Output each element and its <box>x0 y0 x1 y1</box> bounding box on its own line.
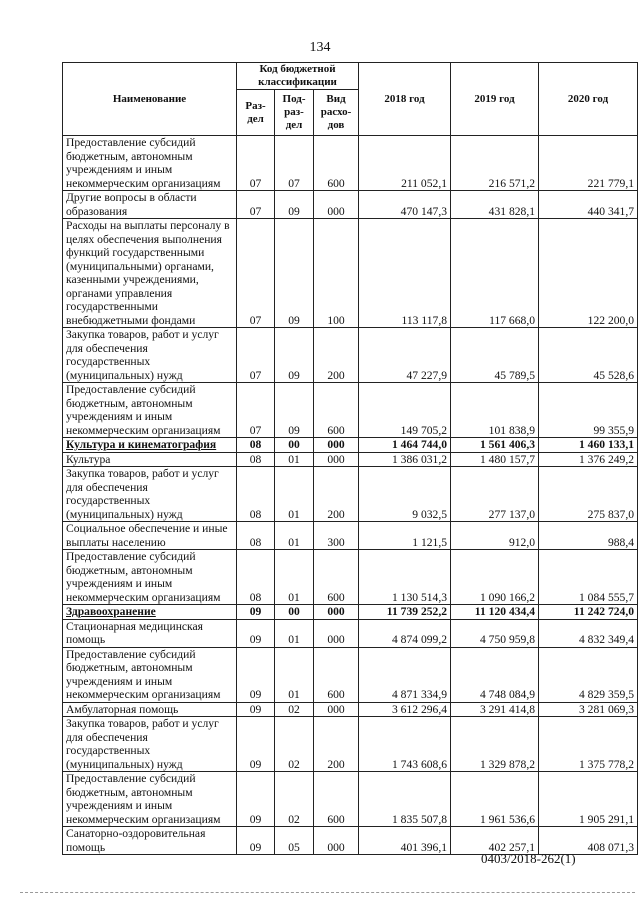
row-section: 09 <box>237 605 275 620</box>
table-row <box>63 467 638 522</box>
row-value-2018: 1 743 608,6 <box>359 717 451 772</box>
row-value-2018: 113 117,8 <box>359 219 451 328</box>
row-value-2018: 1 121,5 <box>359 522 451 550</box>
header-expense-type: Вид расхо-дов <box>314 90 359 136</box>
row-name: Предоставление субсидий бюджетным, автономным учреждениям и иным некоммерческим организациям <box>63 772 237 827</box>
row-value-2020: 122 200,0 <box>539 219 638 328</box>
row-section: 09 <box>237 827 275 855</box>
row-value-2020: 440 341,7 <box>539 191 638 219</box>
row-subsection: 01 <box>275 550 314 605</box>
row-subsection: 09 <box>275 383 314 438</box>
row-subsection: 05 <box>275 827 314 855</box>
table-row <box>63 328 638 383</box>
row-subsection: 00 <box>275 438 314 453</box>
row-value-2020: 1 084 555,7 <box>539 550 638 605</box>
row-value-2018: 401 396,1 <box>359 827 451 855</box>
bottom-rule <box>20 892 635 893</box>
row-value-2020: 988,4 <box>539 522 638 550</box>
row-value-2018: 470 147,3 <box>359 191 451 219</box>
row-subsection: 01 <box>275 522 314 550</box>
row-name: Закупка товаров, работ и услуг для обеспечения государственных (муниципальных) нужд <box>63 717 237 772</box>
header-2020: 2020 год <box>539 63 638 136</box>
row-subsection: 09 <box>275 219 314 328</box>
table-row <box>63 619 638 647</box>
row-name: Другие вопросы в области образования <box>63 191 237 219</box>
table-body <box>63 136 638 855</box>
header-name: Наименование <box>63 63 237 136</box>
row-section: 09 <box>237 772 275 827</box>
row-name: Амбулаторная помощь <box>63 702 237 717</box>
row-section: 09 <box>237 717 275 772</box>
row-name: Здравоохранение <box>63 605 237 620</box>
header-section: Раз-дел <box>237 90 275 136</box>
row-subsection: 09 <box>275 191 314 219</box>
row-name: Санаторно-оздоровительная помощь <box>63 827 237 855</box>
header-2019: 2019 год <box>451 63 539 136</box>
row-value-2018: 47 227,9 <box>359 328 451 383</box>
row-value-2020: 275 837,0 <box>539 467 638 522</box>
row-expense-type: 300 <box>314 522 359 550</box>
row-value-2020: 1 460 133,1 <box>539 438 638 453</box>
table-header <box>63 63 638 136</box>
row-section: 07 <box>237 136 275 191</box>
row-value-2019: 101 838,9 <box>451 383 539 438</box>
row-value-2020: 1 376 249,2 <box>539 452 638 467</box>
row-name: Социальное обеспечение и иные выплаты населению <box>63 522 237 550</box>
row-value-2018: 1 386 031,2 <box>359 452 451 467</box>
row-section: 08 <box>237 467 275 522</box>
row-value-2019: 431 828,1 <box>451 191 539 219</box>
row-expense-type: 000 <box>314 438 359 453</box>
row-expense-type: 200 <box>314 717 359 772</box>
row-value-2019: 912,0 <box>451 522 539 550</box>
row-subsection: 01 <box>275 619 314 647</box>
row-expense-type: 200 <box>314 328 359 383</box>
header-budget-code: Код бюджетной классификации <box>237 63 359 90</box>
row-expense-type: 200 <box>314 467 359 522</box>
row-name: Стационарная медицинская помощь <box>63 619 237 647</box>
row-subsection: 00 <box>275 605 314 620</box>
row-subsection: 02 <box>275 717 314 772</box>
table-row <box>63 717 638 772</box>
table-row <box>63 219 638 328</box>
row-subsection: 07 <box>275 136 314 191</box>
row-section: 07 <box>237 328 275 383</box>
row-value-2019: 1 480 157,7 <box>451 452 539 467</box>
header-2018: 2018 год <box>359 63 451 136</box>
row-expense-type: 000 <box>314 619 359 647</box>
row-section: 07 <box>237 191 275 219</box>
row-value-2018: 1 835 507,8 <box>359 772 451 827</box>
row-value-2018: 1 130 514,3 <box>359 550 451 605</box>
row-value-2019: 4 750 959,8 <box>451 619 539 647</box>
row-subsection: 01 <box>275 647 314 702</box>
row-value-2019: 4 748 084,9 <box>451 647 539 702</box>
table-row <box>63 550 638 605</box>
row-name: Закупка товаров, работ и услуг для обеспечения государственных (муниципальных) нужд <box>63 328 237 383</box>
row-value-2019: 45 789,5 <box>451 328 539 383</box>
budget-table <box>62 62 638 855</box>
row-expense-type: 000 <box>314 702 359 717</box>
row-section: 07 <box>237 383 275 438</box>
row-subsection: 01 <box>275 467 314 522</box>
row-value-2019: 11 120 434,4 <box>451 605 539 620</box>
row-section: 08 <box>237 522 275 550</box>
row-name: Закупка товаров, работ и услуг для обеспечения государственных (муниципальных) нужд <box>63 467 237 522</box>
row-value-2018: 3 612 296,4 <box>359 702 451 717</box>
row-value-2020: 1 375 778,2 <box>539 717 638 772</box>
row-subsection: 02 <box>275 772 314 827</box>
row-expense-type: 000 <box>314 827 359 855</box>
page-number: 134 <box>309 40 331 55</box>
row-expense-type: 600 <box>314 647 359 702</box>
row-value-2020: 45 528,6 <box>539 328 638 383</box>
table-row <box>63 136 638 191</box>
row-value-2018: 4 874 099,2 <box>359 619 451 647</box>
row-name: Культура и кинематография <box>63 438 237 453</box>
row-expense-type: 600 <box>314 136 359 191</box>
row-value-2019: 1 090 166,2 <box>451 550 539 605</box>
row-expense-type: 100 <box>314 219 359 328</box>
row-value-2020: 99 355,9 <box>539 383 638 438</box>
row-name: Предоставление субсидий бюджетным, автономным учреждениям и иным некоммерческим организациям <box>63 647 237 702</box>
table-row <box>63 452 638 467</box>
row-name: Культура <box>63 452 237 467</box>
table-row <box>63 605 638 620</box>
row-value-2020: 221 779,1 <box>539 136 638 191</box>
row-name: Предоставление субсидий бюджетным, автономным учреждениям и иным некоммерческим организациям <box>63 550 237 605</box>
row-name: Расходы на выплаты персоналу в целях обеспечения выполнения функций государственными (муниципальными) органами, казенными учреждениями, органами управления государственными внебюджетными фондами <box>63 219 237 328</box>
row-value-2019: 1 961 536,6 <box>451 772 539 827</box>
row-value-2020: 4 829 359,5 <box>539 647 638 702</box>
row-section: 08 <box>237 438 275 453</box>
row-value-2019: 1 561 406,3 <box>451 438 539 453</box>
row-section: 09 <box>237 702 275 717</box>
row-value-2020: 3 281 069,3 <box>539 702 638 717</box>
row-value-2019: 117 668,0 <box>451 219 539 328</box>
row-section: 08 <box>237 550 275 605</box>
row-section: 09 <box>237 619 275 647</box>
row-subsection: 02 <box>275 702 314 717</box>
table-row <box>63 191 638 219</box>
row-value-2018: 9 032,5 <box>359 467 451 522</box>
row-name: Предоставление субсидий бюджетным, автономным учреждениям и иным некоммерческим организациям <box>63 136 237 191</box>
row-value-2018: 11 739 252,2 <box>359 605 451 620</box>
row-name: Предоставление субсидий бюджетным, автономным учреждениям и иным некоммерческим организациям <box>63 383 237 438</box>
row-value-2019: 216 571,2 <box>451 136 539 191</box>
table-row <box>63 702 638 717</box>
row-expense-type: 600 <box>314 383 359 438</box>
row-value-2020: 408 071,3 <box>539 827 638 855</box>
row-value-2019: 1 329 878,2 <box>451 717 539 772</box>
row-value-2018: 211 052,1 <box>359 136 451 191</box>
row-expense-type: 000 <box>314 191 359 219</box>
row-section: 09 <box>237 647 275 702</box>
row-section: 08 <box>237 452 275 467</box>
row-value-2020: 11 242 724,0 <box>539 605 638 620</box>
row-expense-type: 000 <box>314 605 359 620</box>
row-section: 07 <box>237 219 275 328</box>
document-code: 0403/2018-262(1) <box>481 851 576 866</box>
row-value-2019: 3 291 414,8 <box>451 702 539 717</box>
table-row <box>63 772 638 827</box>
row-value-2019: 277 137,0 <box>451 467 539 522</box>
header-subsection: Под-раз-дел <box>275 90 314 136</box>
row-value-2018: 1 464 744,0 <box>359 438 451 453</box>
row-value-2020: 4 832 349,4 <box>539 619 638 647</box>
row-subsection: 01 <box>275 452 314 467</box>
row-expense-type: 600 <box>314 772 359 827</box>
table-row <box>63 438 638 453</box>
row-value-2018: 149 705,2 <box>359 383 451 438</box>
table-row <box>63 383 638 438</box>
row-subsection: 09 <box>275 328 314 383</box>
row-value-2020: 1 905 291,1 <box>539 772 638 827</box>
table-row <box>63 647 638 702</box>
row-expense-type: 600 <box>314 550 359 605</box>
row-value-2019: 402 257,1 <box>451 827 539 855</box>
table-row <box>63 522 638 550</box>
row-value-2018: 4 871 334,9 <box>359 647 451 702</box>
row-expense-type: 000 <box>314 452 359 467</box>
